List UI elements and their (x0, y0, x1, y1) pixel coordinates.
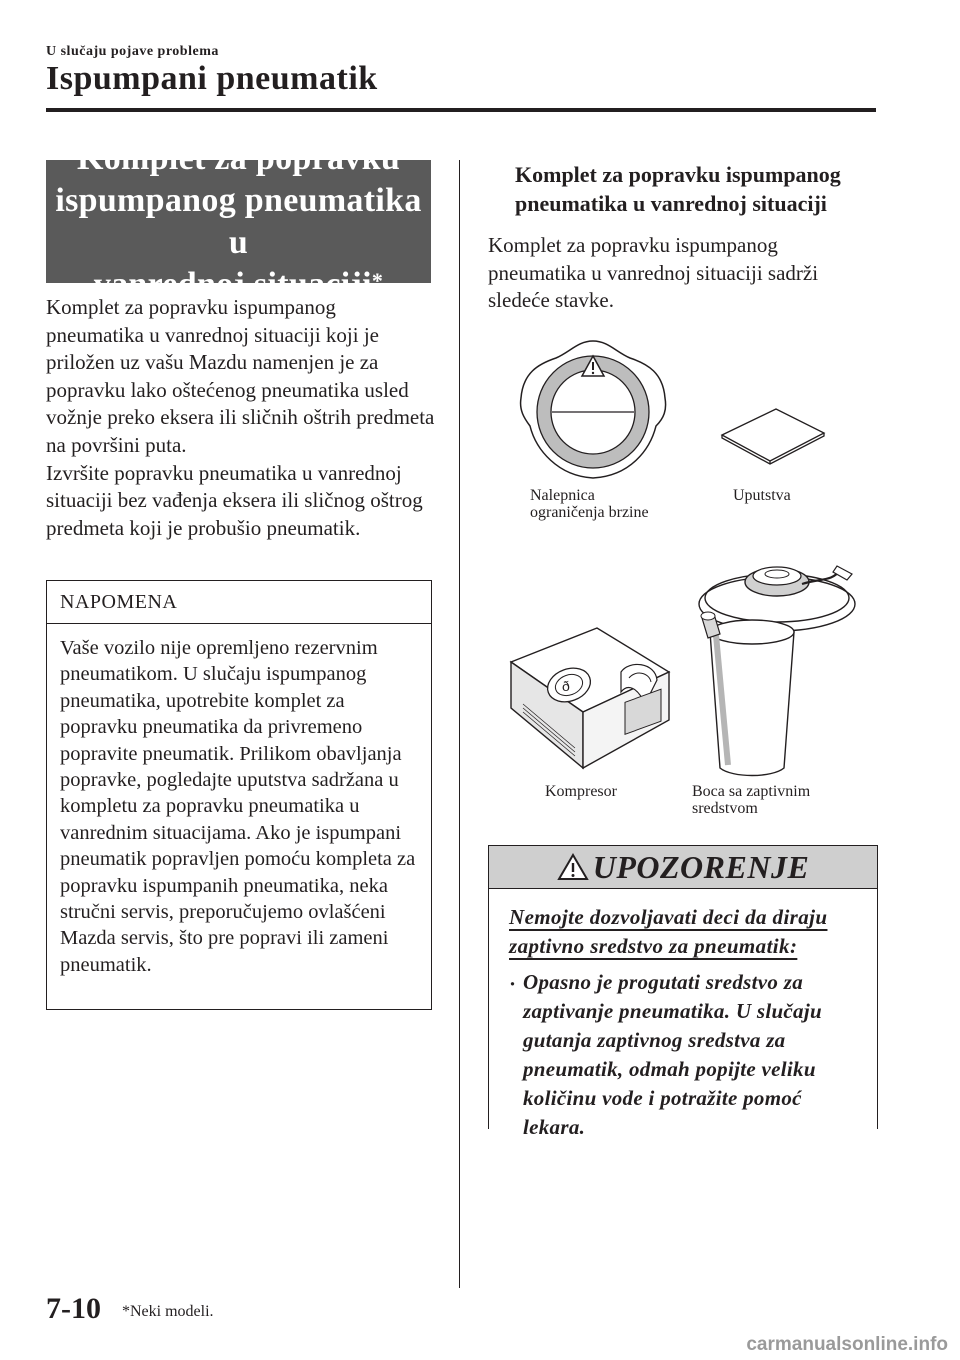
page-title: Ispumpani pneumatik (46, 60, 378, 97)
subsection-intro: Komplet za popravku ispumpanog pneumatika u vanrednoj situaciji sadrži sledeće stavke. (488, 233, 819, 313)
speed-sticker-illustration (518, 338, 668, 483)
svg-text:ð: ð (562, 678, 570, 694)
compressor-illustration (505, 620, 677, 780)
header-divider (46, 108, 876, 112)
warning-header (489, 846, 877, 889)
speed-sticker-caption-line-2: ograničenja brzine (530, 504, 649, 521)
column-divider (459, 160, 460, 1288)
sealant-bottle-caption-line-2: sredstvom (692, 800, 758, 817)
warning-lead: Nemojte dozvoljavati deci da diraju zaptivno sredstvo za pneumatik: (509, 905, 828, 958)
sealant-bottle-caption (692, 783, 810, 817)
manual-illustration (718, 405, 828, 465)
note-box (46, 580, 432, 1010)
section-heading-line-3-text: vanrednoj situaciji (93, 265, 372, 303)
intro-paragraph-1: Komplet za popravku ispumpanog pneumatika u vanrednoj situaciji koji je priložen uz vašu Mazdu namenjen je za popravku lako oštećenog pneumatika usled vožnje preko eksera ili sličnih oštrih predmeta na površini puta. (46, 295, 435, 457)
note-title: NAPOMENA (60, 591, 178, 613)
section-heading (46, 139, 431, 303)
warning-item: Opasno je progutati sredstvo za zaptivanje pneumatika. U slučaju gutanja zaptivnog sredstva za pneumatik, odmah popijte veliku količinu vode i potražite pomoć lekara. (523, 970, 822, 1139)
intro-paragraph-2: Izvršite popravku pneumatika u vanrednoj situaciji bez vađenja eksera ili sličnog oštrog predmeta koji je probušio pneumatik. (46, 460, 423, 540)
sealant-bottle-illustration (682, 560, 862, 780)
warning-box (488, 845, 878, 1139)
page-number: 7-10 (46, 1292, 101, 1325)
speed-sticker-caption (530, 487, 649, 521)
manual-caption: Uputstva (733, 487, 791, 504)
speed-sticker-caption-line-1: Nalepnica (530, 487, 595, 504)
note-divider (47, 623, 431, 624)
sealant-bottle-caption-line-1: Boca sa zaptivnim (692, 783, 811, 800)
intro-text (46, 294, 436, 542)
section-heading-line-2: ispumpanog pneumatika u (55, 181, 422, 261)
warning-triangle-icon (557, 853, 589, 881)
subsection-heading: Komplet za popravku ispumpanog pneumatika u vanrednoj situaciji (515, 162, 841, 216)
section-heading-line-1: Komplet za popravku (76, 139, 401, 177)
footnote-mark: * (371, 267, 384, 293)
watermark: carmanualsonline.info (746, 1334, 948, 1355)
compressor-caption: Kompresor (545, 783, 617, 800)
note-text: Vaše vozilo nije opremljeno rezervnim pneumatikom. U slučaju ispumpanog pneumatika, upotrebite komplet za popravku pneumatika da privremeno popravite pneumatik. Prilikom obavljanja popravke, pogledajte uputstva sadržana u kompletu za popravku pneumatika u vanrednim situacijama. Ako je ispumpani pneumatik popravljen pomoću kompleta za popravku ispumpanih pneumatika, neka stručni servis, preporučujemo ovlašćeni Mazda servis, što pre popravi ili zameni pneumatik. (60, 637, 416, 976)
footnote: *Neki modeli. (122, 1303, 214, 1320)
warning-bullet: · (509, 972, 517, 996)
chapter-title: U slučaju pojave problema (46, 44, 219, 59)
warning-title: UPOZORENJE (592, 848, 810, 885)
